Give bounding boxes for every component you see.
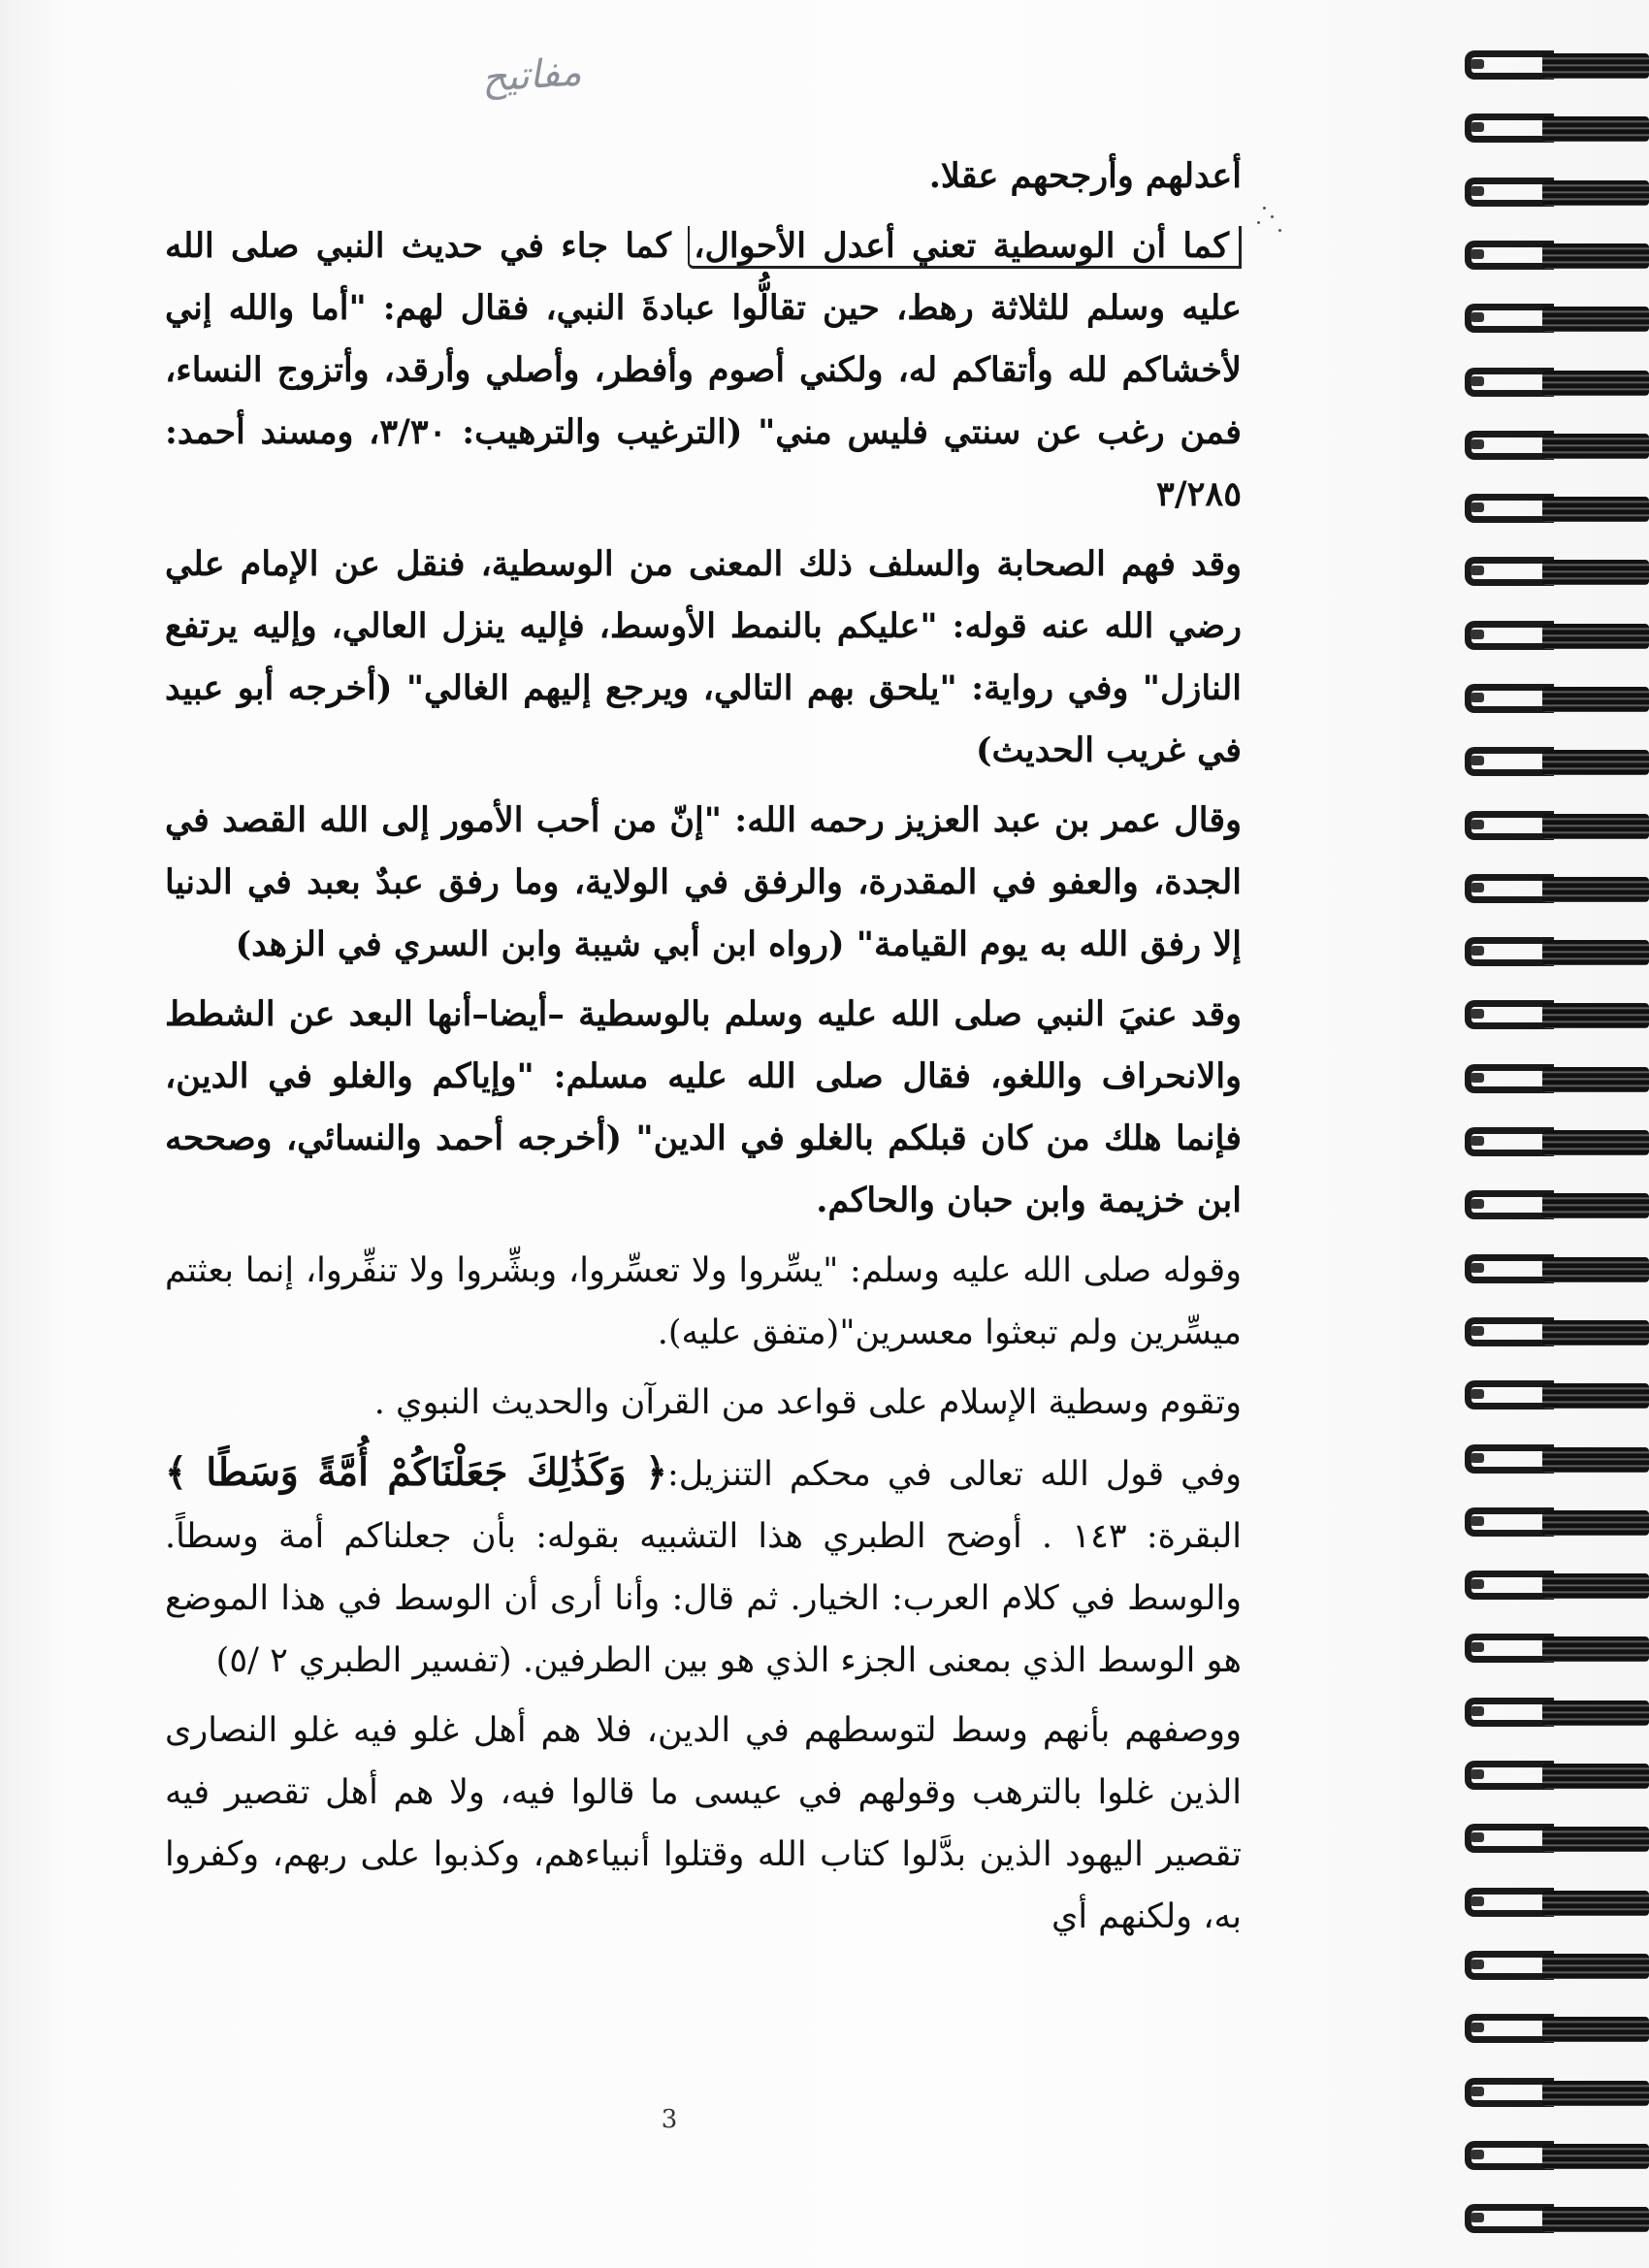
binding-ring	[1465, 557, 1649, 590]
binding-ring	[1465, 1888, 1649, 1921]
paragraph-8-text: وفي قول الله تعالى في محكم التنزيل:	[666, 1455, 1242, 1494]
bleed-through-text	[1261, 146, 1465, 2086]
boxed-highlight: كما أن الوسطية تعني أعدل الأحوال،	[688, 226, 1242, 269]
binding-ring	[1465, 241, 1649, 274]
paragraph-6	[165, 1240, 1242, 1364]
paragraph-8	[165, 1442, 1242, 1692]
binding-ring	[1465, 1000, 1649, 1033]
binding-ring	[1465, 178, 1649, 211]
binding-ring	[1465, 368, 1649, 401]
document-body	[165, 146, 1242, 1956]
binding-ring	[1465, 1190, 1649, 1223]
binding-ring	[1465, 1064, 1649, 1097]
quran-verse: ﴿ وَكَذَٰلِكَ جَعَلْنَاكُمْ أُمَّةً وَسَطًا ﴾	[165, 1450, 667, 1495]
binding-ring	[1465, 1951, 1649, 1984]
spiral-binding	[1455, 0, 1649, 2268]
paragraph-1-text: أعدلهم وأرجحهم عقلا.	[928, 156, 1242, 196]
binding-ring	[1465, 1254, 1649, 1287]
paragraph-5-text: وقد عنيَ النبي صلى الله عليه وسلم بالوسطية –أيضا–أنها البعد عن الشطط والانحراف واللغو، فقال صلى الله عليه مسلم: "وإياكم والغلو في الدين، فإنما هلك من كان قبلكم بالغلو في الدين" (أخرجه أحمد والنسائي، وصححه ابن خزيمة وابن حبان والحاكم.	[165, 994, 1242, 1220]
binding-ring	[1465, 113, 1649, 146]
binding-ring	[1465, 50, 1649, 83]
handwritten-note: مفاتيح	[480, 49, 583, 102]
paragraph-8-text-continued: البقرة: ١٤٣ . أوضح الطبري هذا التشبيه بقوله: بأن جعلناكم أمة وسطاً. والوسط في كلام العرب: الخيار. ثم قال: وأنا أرى أن الوسط في هذا الموضع هو الوسط الذي بمعنى الجزء الذي هو بين الطرفين. (تفسير الطبري ٢ /٥)	[165, 1517, 1242, 1680]
scan-speck	[1271, 215, 1274, 218]
binding-ring	[1465, 2141, 1649, 2174]
binding-ring	[1465, 2204, 1649, 2237]
binding-ring	[1465, 1127, 1649, 1160]
binding-ring	[1465, 937, 1649, 970]
binding-ring	[1465, 1380, 1649, 1413]
paragraph-3	[165, 534, 1242, 782]
binding-ring	[1465, 2078, 1649, 2111]
binding-ring	[1465, 2014, 1649, 2047]
paragraph-7	[165, 1372, 1242, 1434]
scan-speck	[1278, 229, 1281, 232]
paragraph-9-text: ووصفهم بأنهم وسط لتوسطهم في الدين، فلا هم أهل غلو فيه غلو النصارى الذين غلوا بالترهب وقولهم في عيسى ما قالوا فيه، ولا هم أهل تقصير فيه تقصير اليهود الذين بدَّلوا كتاب الله وقتلوا أنبياءهم، وكذبوا على ربهم، وكفروا به، ولكنهم أي	[165, 1711, 1242, 1936]
paragraph-1	[165, 146, 1242, 208]
paragraph-2-text: كما جاء في حديث النبي صلى الله عليه وسلم للثلاثة رهط، حين تقالُّوا عبادةَ النبي، فقال لهم: "أما والله إني لأخشاكم لله وأتقاكم له، ولكني أصوم وأفطر، وأصلي وأرقد، وأتزوج النساء، فمن رغب عن سنتي فليس مني" (الترغيب والترهيب: ٣/٣٠، ومسند أحمد: ٣/٢٨٥	[165, 226, 1242, 514]
binding-ring	[1465, 1317, 1649, 1350]
binding-ring	[1465, 1634, 1649, 1667]
binding-ring	[1465, 494, 1649, 527]
binding-ring	[1465, 621, 1649, 654]
paragraph-6-text: وقوله صلى الله عليه وسلم: "يسِّروا ولا تعسِّروا، وبشِّروا ولا تنفِّروا، إنما بعثتم ميسِّرين ولم تبعثوا معسرين"(متفق عليه).	[165, 1251, 1242, 1352]
binding-ring	[1465, 431, 1649, 464]
binding-ring	[1465, 684, 1649, 717]
paragraph-4	[165, 790, 1242, 976]
paragraph-7-text: وتقوم وسطية الإسلام على قواعد من القرآن والحديث النبوي .	[373, 1383, 1242, 1422]
binding-ring	[1465, 1571, 1649, 1604]
binding-ring	[1465, 874, 1649, 907]
binding-ring	[1465, 811, 1649, 844]
binding-ring	[1465, 304, 1649, 337]
binding-ring	[1465, 1824, 1649, 1857]
paragraph-9	[165, 1700, 1242, 1948]
paragraph-5	[165, 984, 1242, 1232]
binding-ring	[1465, 747, 1649, 780]
paragraph-4-text: وقال عمر بن عبد العزيز رحمه الله: "إنّ من أحب الأمور إلى الله القصد في الجدة، والعفو في المقدرة، والرفق في الولاية، وما رفق عبدٌ بعبد في الدنيا إلا رفق الله به يوم القيامة" (رواه ابن أبي شيبة وابن السري في الزهد)	[165, 800, 1242, 964]
binding-ring	[1465, 1507, 1649, 1540]
paragraph-2	[165, 215, 1242, 526]
paragraph-3-text: وقد فهم الصحابة والسلف ذلك المعنى من الوسطية، فنقل عن الإمام علي رضي الله عنه قوله: "عليكم بالنمط الأوسط، فإليه ينزل العالي، وإليه يرتفع النازل" وفي رواية: "يلحق بهم التالي، ويرجع إليهم الغالي" (أخرجه أبو عبيد في غريب الحديث)	[165, 544, 1242, 770]
scan-speck	[1263, 207, 1266, 210]
page-number: 3	[661, 2105, 678, 2134]
binding-ring	[1465, 1761, 1649, 1794]
binding-ring	[1465, 1444, 1649, 1477]
binding-ring	[1465, 1698, 1649, 1731]
scan-speck	[1257, 221, 1260, 224]
